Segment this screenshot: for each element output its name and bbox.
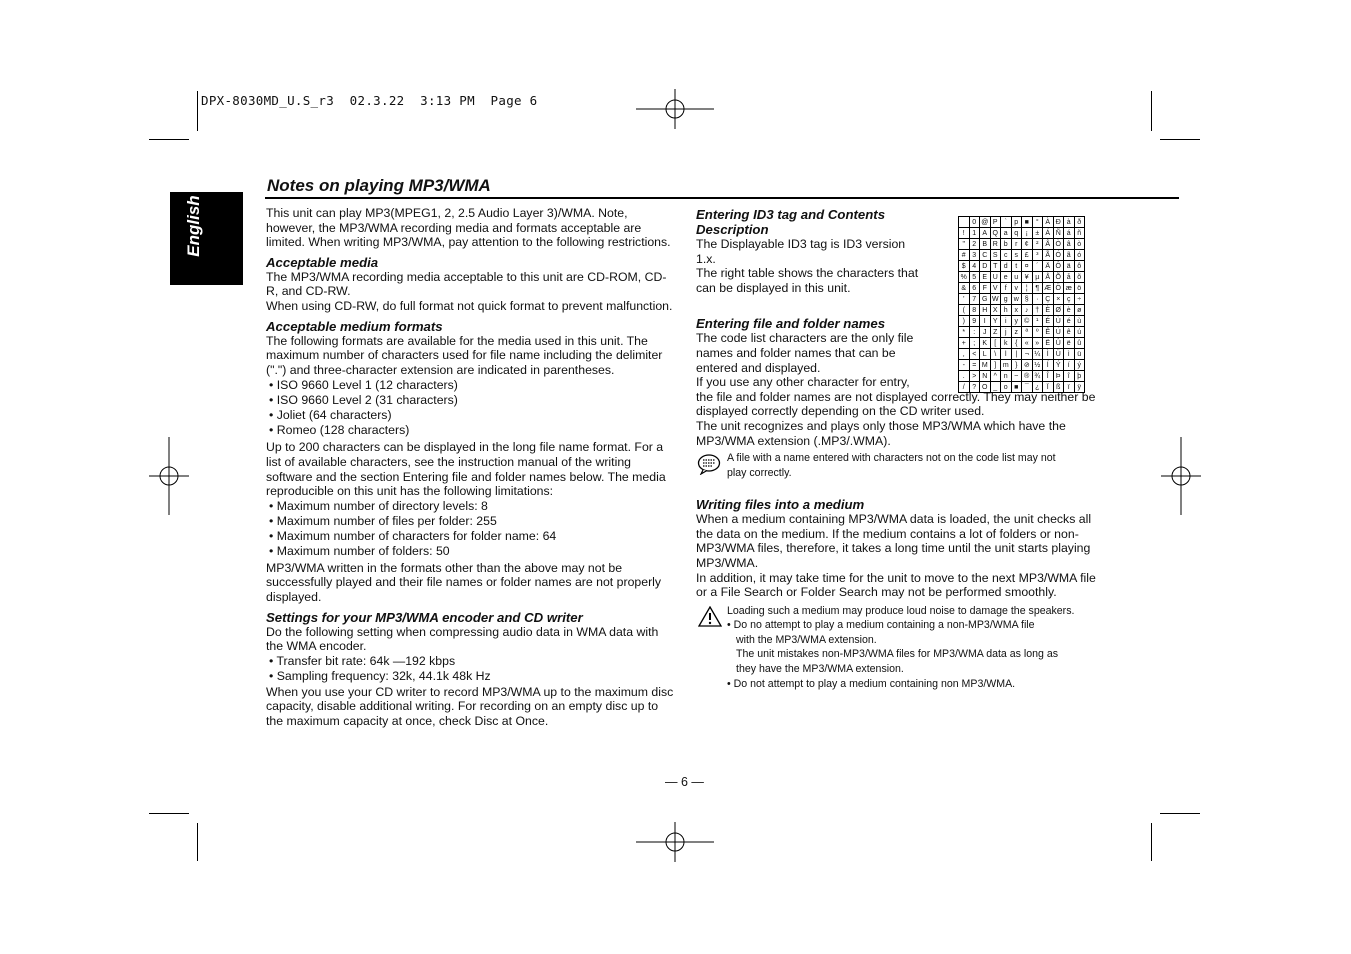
table-cell: Ä <box>1043 261 1054 272</box>
table-cell: À <box>1043 217 1054 228</box>
table-cell: < <box>969 349 980 360</box>
table-cell: ü <box>1074 349 1085 360</box>
writing-paragraph-1: When a medium containing MP3/WMA data is loaded, the unit checks all the data on the medium. If the medium contains a lot of folders or non-MP3/WMA files, therefore, it takes a long time until the unit starts playing MP3/WMA. <box>696 512 1092 570</box>
table-cell: á <box>1064 228 1075 239</box>
table-cell: a <box>1001 228 1012 239</box>
table-cell: Z <box>990 327 1001 338</box>
table-cell: Þ <box>1053 371 1064 382</box>
table-row <box>959 360 1085 371</box>
table-cell: ¹ <box>1032 316 1043 327</box>
table-cell: = <box>969 360 980 371</box>
table-cell: Í <box>1043 360 1054 371</box>
table-cell: U <box>990 272 1001 283</box>
table-cell: @ <box>981 218 989 226</box>
table-cell: 1 <box>969 228 980 239</box>
table-row <box>959 327 1085 338</box>
list-item: • Transfer bit rate: 64k —192 kbps <box>269 654 676 669</box>
id3-heading-line-1: Entering ID3 tag and Contents <box>696 207 886 222</box>
table-cell: ê <box>1064 327 1075 338</box>
table-cell: ò <box>1074 239 1085 250</box>
table-cell: Ý <box>1053 360 1064 371</box>
table-cell: Ù <box>1053 316 1064 327</box>
table-cell: Û <box>1053 338 1064 349</box>
table-cell: ï <box>1064 382 1075 393</box>
settings-list <box>269 654 676 684</box>
table-cell: . <box>959 371 970 382</box>
table-cell: Õ <box>1053 272 1064 283</box>
table-cell: l <box>1001 349 1012 360</box>
file-names-heading: Entering file and folder names <box>696 316 886 332</box>
table-cell: £ <box>1022 250 1033 261</box>
table-cell: É <box>1043 316 1054 327</box>
table-cell: s <box>1011 250 1022 261</box>
table-cell: È <box>1043 305 1054 316</box>
table-cell <box>959 217 970 228</box>
table-cell: « <box>1022 338 1033 349</box>
table-cell: 4 <box>969 261 980 272</box>
table-cell: ´ <box>1032 261 1043 272</box>
table-cell: à <box>1064 217 1075 228</box>
table-cell: ' <box>959 294 970 305</box>
table-cell: L <box>980 349 991 360</box>
table-cell: T <box>990 261 1001 272</box>
warning-bullet-2: • Do not attempt to play a medium containing non MP3/WMA. <box>727 677 1016 690</box>
table-cell: ® <box>1022 371 1033 382</box>
table-cell: ♪ <box>1022 305 1033 316</box>
table-row <box>959 294 1085 305</box>
names-paragraph-3: The unit recognizes and plays only those MP3/WMA which have the MP3/WMA extension (.MP3/.WMA). <box>696 418 1066 448</box>
table-cell: b <box>1001 239 1012 250</box>
table-cell: ã <box>1064 250 1075 261</box>
table-cell: Â <box>1043 239 1054 250</box>
table-cell: P <box>990 217 1001 228</box>
table-cell: j <box>1001 327 1012 338</box>
table-row <box>959 272 1085 283</box>
table-cell: Ô <box>1053 261 1064 272</box>
table-cell: Å <box>1043 272 1054 283</box>
table-cell: æ <box>1064 283 1075 294</box>
registration-mark-top-icon <box>636 89 714 129</box>
note-line-2: play correctly. <box>727 466 792 479</box>
table-cell: { <box>1011 338 1022 349</box>
table-cell: Y <box>990 316 1001 327</box>
table-cell: º <box>1032 327 1043 338</box>
acceptable-formats-heading: Acceptable medium formats <box>266 318 443 334</box>
acceptable-media-heading: Acceptable media <box>266 254 379 270</box>
table-cell: + <box>959 338 970 349</box>
table-cell: J <box>980 327 991 338</box>
table-cell: R <box>990 239 1001 250</box>
table-cell: Æ <box>1044 284 1052 292</box>
table-cell: ° <box>1032 217 1043 228</box>
table-cell: 8 <box>969 305 980 316</box>
table-cell: G <box>980 294 991 305</box>
table-row <box>959 217 1085 228</box>
table-cell: í <box>1064 360 1075 371</box>
table-cell: e <box>1001 272 1012 283</box>
table-cell: ¶ <box>1032 283 1043 294</box>
table-cell: ` <box>1001 217 1012 228</box>
table-cell: ■ <box>1022 217 1033 228</box>
names-paragraph-2a: If you use any other character for entry, <box>696 375 910 390</box>
table-cell: k <box>1001 338 1012 349</box>
table-cell: ¡ <box>1022 228 1033 239</box>
table-cell: u <box>1011 272 1022 283</box>
table-cell: ½ <box>1032 360 1043 371</box>
table-cell: ³ <box>1032 250 1043 261</box>
table-cell: c <box>1001 250 1012 261</box>
table-cell: ¾ <box>1032 371 1043 382</box>
table-row <box>959 250 1085 261</box>
table-cell: © <box>1022 316 1033 327</box>
table-cell: 6 <box>969 283 980 294</box>
table-cell: õ <box>1074 272 1085 283</box>
language-tab-label: English <box>184 195 203 257</box>
warning-bullet-1-line-4: they have the MP3/WMA extension. <box>736 663 904 676</box>
table-cell: Ò <box>1053 239 1064 250</box>
table-cell: ^ <box>990 371 1001 382</box>
title-rule <box>265 197 1179 199</box>
table-cell: · <box>1032 294 1043 305</box>
settings-paragraph-2: When you use your CD writer to record MP3/WMA up to the maximum disc capacity, disable additional writing. For recording on an empty disc up to the maximum capacity at once, check Disc at Once. <box>266 684 674 728</box>
language-tab <box>170 192 243 285</box>
table-cell: n <box>1001 371 1012 382</box>
table-cell: C <box>980 250 991 261</box>
table-cell: ± <box>1032 228 1043 239</box>
table-cell: g <box>1001 294 1012 305</box>
id3-paragraph-2: The right table shows the characters that can be displayed in this unit. <box>696 266 919 295</box>
list-item: • Joliet (64 characters) <box>269 408 676 423</box>
table-cell: 5 <box>969 272 980 283</box>
table-cell: é <box>1064 316 1075 327</box>
table-cell: ¿ <box>1032 382 1043 393</box>
table-cell: Ö <box>1053 283 1064 294</box>
table-cell: ÿ <box>1074 382 1085 393</box>
table-cell: Ã <box>1043 250 1054 261</box>
table-cell: x <box>1011 305 1022 316</box>
table-cell: v <box>1011 283 1022 294</box>
table-row <box>959 283 1085 294</box>
table-cell: û <box>1074 338 1085 349</box>
table-cell: Ø <box>1053 305 1064 316</box>
limits-list <box>269 499 676 559</box>
writing-heading: Writing files into a medium <box>696 497 865 513</box>
table-cell: ² <box>1032 239 1043 250</box>
table-cell: ¬ <box>1022 349 1033 360</box>
table-cell: I <box>980 316 991 327</box>
writing-paragraph-2: In addition, it may take time for the unit to move to the next MP3/WMA file or a File Search or Folder Search may not be performed smoothly. <box>696 570 1096 600</box>
table-cell: å <box>1064 272 1075 283</box>
table-cell: § <box>1022 294 1033 305</box>
media-paragraph-1: The MP3/WMA recording media acceptable to this unit are CD-ROM, CD-R, and CD-RW. <box>266 269 667 299</box>
settings-paragraph-1: Do the following setting when compressing audio data in WMA data with the WMA encoder. <box>266 624 659 654</box>
warning-bullet-2-text: Do not attempt to play a medium containing non MP3/WMA. <box>733 677 1016 690</box>
table-cell: # <box>959 250 970 261</box>
table-cell: 9 <box>969 316 980 327</box>
table-cell: \ <box>990 349 1001 360</box>
table-cell: _ <box>990 382 1001 393</box>
table-row <box>959 349 1085 360</box>
table-cell: Ó <box>1053 250 1064 261</box>
list-item: • Maximum number of folders: 50 <box>269 544 676 559</box>
table-cell: 2 <box>969 239 980 250</box>
table-cell: ä <box>1064 261 1075 272</box>
warning-bullet-1: • Do no attempt to play a medium containing a non-MP3/WMA file <box>727 619 1035 632</box>
table-row <box>959 305 1085 316</box>
list-item: • Maximum number of characters for folder name: 64 <box>269 529 676 544</box>
table-cell: ë <box>1064 338 1075 349</box>
list-item: • Maximum number of directory levels: 8 <box>269 499 676 514</box>
note-icon <box>697 453 721 475</box>
table-cell: ß <box>1053 382 1064 393</box>
id3-heading-line-2: Description <box>696 222 769 237</box>
table-cell: $ <box>959 261 970 272</box>
settings-heading: Settings for your MP3/WMA encoder and CD writer <box>266 609 583 625</box>
warning-icon <box>698 606 722 627</box>
warning-bullet-1-line-1: Do no attempt to play a medium containing a non-MP3/WMA file <box>733 619 1035 632</box>
table-cell: Á <box>1043 228 1054 239</box>
table-cell: ú <box>1074 327 1085 338</box>
table-row <box>959 382 1085 393</box>
registration-mark-bottom-icon <box>636 822 714 862</box>
table-cell: 7 <box>969 294 980 305</box>
table-cell: p <box>1011 217 1022 228</box>
table-cell: Î <box>1043 371 1054 382</box>
formats-list <box>269 378 676 438</box>
table-cell: h <box>1001 305 1012 316</box>
table-cell: ó <box>1074 250 1085 261</box>
table-cell: â <box>1064 239 1075 250</box>
table-cell: × <box>1053 294 1064 305</box>
table-cell: ¼ <box>1032 349 1043 360</box>
table-cell: i <box>1001 316 1012 327</box>
table-cell: w <box>1011 294 1022 305</box>
table-cell: ù <box>1074 316 1085 327</box>
table-cell: X <box>990 305 1001 316</box>
table-cell: ¢ <box>1022 239 1033 250</box>
table-cell: » <box>1032 338 1043 349</box>
table-cell: ñ <box>1074 228 1085 239</box>
table-cell: ð <box>1074 217 1085 228</box>
media-paragraph-2: When using CD-RW, do full format not quick format to prevent malfunction. <box>266 298 673 313</box>
table-cell: Ç <box>1043 294 1054 305</box>
table-cell: ! <box>959 228 970 239</box>
left-column <box>266 206 676 728</box>
table-cell: Ì <box>1043 349 1054 360</box>
table-cell: m <box>1001 360 1012 371</box>
table-cell: & <box>959 283 970 294</box>
page-number: — 6 — <box>665 775 704 789</box>
warning-bullet-1-line-2: with the MP3/WMA extension. <box>736 633 877 646</box>
table-cell: r <box>1011 239 1022 250</box>
table-cell: S <box>990 250 1001 261</box>
table-cell: Ü <box>1053 349 1064 360</box>
table-cell: ■ <box>1011 382 1022 393</box>
table-cell: Q <box>990 228 1001 239</box>
formats-paragraph-2: Up to 200 characters can be displayed in the long file name format. For a list of available characters, see the instruction manual of the writing software and the section Entering file and folder names below. The media reproducible on this unit has the following limitations: <box>266 440 666 499</box>
table-row <box>959 228 1085 239</box>
print-header: DPX-8030MD_U.S_r3 02.3.22 3:13 PM Page 6 <box>201 93 538 108</box>
table-cell: ; <box>969 338 980 349</box>
list-item: • ISO 9660 Level 2 (31 characters) <box>269 393 676 408</box>
table-cell: Ð <box>1053 217 1064 228</box>
table-cell: * <box>959 327 970 338</box>
table-cell: ý <box>1074 360 1085 371</box>
formats-paragraph-3: MP3/WMA written in the formats other than the above may not be successfully played and their file names or folder names are not properly displayed. <box>266 560 662 604</box>
table-cell: % <box>959 272 970 283</box>
table-cell: ¤ <box>1022 261 1033 272</box>
table-row <box>959 316 1085 327</box>
table-cell: d <box>1001 261 1012 272</box>
table-cell: V <box>990 283 1001 294</box>
warning-block <box>696 604 1108 694</box>
page-title: Notes on playing MP3/WMA <box>267 176 491 195</box>
table-cell: [ <box>990 338 1001 349</box>
table-cell: ç <box>1064 294 1075 305</box>
table-cell: î <box>1064 371 1075 382</box>
table-row <box>959 239 1085 250</box>
table-cell: ¯ <box>1022 382 1033 393</box>
table-cell: ? <box>969 382 980 393</box>
table-row <box>959 261 1085 272</box>
list-item: • Romeo (128 characters) <box>269 423 676 438</box>
table-cell: ô <box>1074 261 1085 272</box>
table-cell: ) <box>959 316 970 327</box>
character-code-table <box>958 216 1085 393</box>
table-cell: - <box>959 360 970 371</box>
warning-line: Loading such a medium may produce loud noise to damage the speakers. <box>727 604 1075 617</box>
table-cell: ø <box>1074 305 1085 316</box>
table-cell: ÷ <box>1074 294 1085 305</box>
table-cell: ¦ <box>1022 283 1033 294</box>
table-row <box>959 371 1085 382</box>
intro-paragraph: This unit can play MP3(MPEG1, 2, 2.5 Audio Layer 3)/WMA. Note, however, the MP3/WMA recording media and formats acceptable are limited. When writing MP3/WMA, pay attention to the following restrictions. <box>266 206 671 250</box>
table-cell: è <box>1064 305 1075 316</box>
table-cell: o <box>1001 382 1012 393</box>
table-cell: M <box>980 360 991 371</box>
note-line-1: A file with a name entered with characters not on the code list may not <box>727 452 1056 465</box>
table-cell: H <box>980 305 991 316</box>
table-cell: Ñ <box>1053 228 1064 239</box>
table-cell: , <box>959 349 970 360</box>
table-cell: > <box>969 371 980 382</box>
table-cell: † <box>1032 305 1043 316</box>
warning-bullet-1-line-3: The unit mistakes non-MP3/WMA files for MP3/WMA data as long as <box>736 648 1059 661</box>
names-paragraph-2b: the file and folder names are not displayed correctly. They may neither be displayed correctly depending on the CD writer used. <box>696 389 1096 419</box>
table-cell: Ï <box>1043 382 1054 393</box>
table-cell: O <box>980 382 991 393</box>
list-item: • ISO 9660 Level 1 (12 characters) <box>269 378 676 393</box>
table-cell: ª <box>1022 327 1033 338</box>
table-cell: þ <box>1074 371 1085 382</box>
table-cell: W <box>991 295 999 303</box>
table-cell: K <box>980 338 991 349</box>
table-cell: ~ <box>1011 371 1022 382</box>
table-cell: Ë <box>1043 338 1054 349</box>
list-item: • Sampling frequency: 32k, 44.1k 48k Hz <box>269 669 676 684</box>
table-cell: 3 <box>969 250 980 261</box>
table-cell: ⊘ <box>1022 360 1033 371</box>
table-row <box>959 338 1085 349</box>
table-cell: t <box>1011 261 1022 272</box>
table-cell: z <box>1011 327 1022 338</box>
note-block <box>696 451 1108 483</box>
names-paragraph-1: The code list characters are the only file names and folder names that can be entered and displayed. <box>696 331 914 375</box>
table-cell: Ú <box>1053 327 1064 338</box>
table-cell: N <box>980 371 991 382</box>
table-cell: y <box>1011 316 1022 327</box>
table-cell: " <box>959 239 970 250</box>
table-cell: f <box>1001 283 1012 294</box>
table-cell: q <box>1011 228 1022 239</box>
table-cell: Ê <box>1043 327 1054 338</box>
id3-paragraph-1: The Displayable ID3 tag is ID3 version 1.x. <box>696 237 906 266</box>
table-cell: E <box>980 272 991 283</box>
table-cell: F <box>980 283 991 294</box>
table-cell: ¥ <box>1022 272 1033 283</box>
table-cell: ( <box>959 305 970 316</box>
table-cell: : <box>969 327 980 338</box>
formats-paragraph-1: The following formats are available for the media used in this unit. The maximum number of characters used for file name including the delimiter (".") and three-character extension are indicated in parentheses. <box>266 333 663 377</box>
table-cell: ] <box>990 360 1001 371</box>
table-cell: D <box>980 261 991 272</box>
registration-mark-right-icon <box>1161 437 1201 515</box>
table-cell: } <box>1011 360 1022 371</box>
table-cell: / <box>959 382 970 393</box>
table-cell: µ <box>1032 272 1043 283</box>
table-cell: B <box>980 239 991 250</box>
table-cell: ì <box>1064 349 1075 360</box>
table-cell: 0 <box>969 217 980 228</box>
table-cell: ö <box>1074 283 1085 294</box>
table-cell: A <box>980 228 991 239</box>
table-cell: | <box>1011 349 1022 360</box>
registration-mark-left-icon <box>149 437 189 515</box>
list-item: • Maximum number of files per folder: 255 <box>269 514 676 529</box>
